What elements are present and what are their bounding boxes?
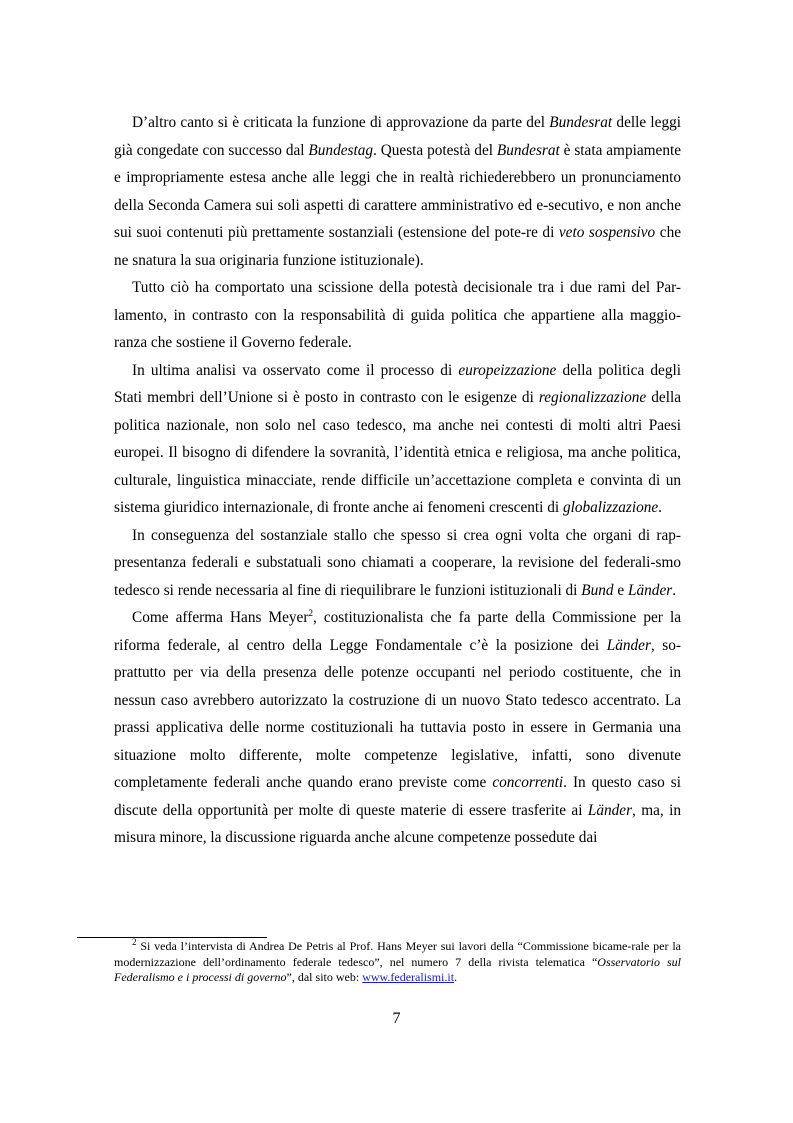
text-span: della politica nazionale, non solo nel caso tedesco, ma anche nei contesti di molti altri Paesi europei. Il bisogno di difendere la sovranità, l’identità etnica e religiosa, ma anche politica, culturale, linguistica minacciate, rende difficile un’accettazione completa e convinta di un sistema giuridico internazionale, di fronte anche ai fenomeni crescenti di (114, 389, 681, 516)
paragraph-2 (114, 274, 681, 357)
text-span: Come afferma Hans Meyer (132, 609, 309, 626)
paragraph-1 (114, 109, 681, 274)
page-number: 7 (392, 1010, 401, 1027)
text-span: ”, dal sito web: (286, 970, 363, 985)
text-span: Si veda l’intervista di Andrea De Petris al Prof. Hans Meyer sui lavori della “Commissione bicame-rale per la modernizzazione dell’ordinamento federale tedesco”, nel numero 7 della rivista telematica “ (114, 939, 681, 969)
italic-term: europeizzazione (458, 361, 557, 379)
text-span: D’altro canto si è criticata la funzione di approvazione da parte del (132, 114, 550, 131)
italic-term: Osservatorio sul Federalismo e i processi di governo (114, 954, 681, 985)
text-span: . In questo caso si discute della opportunità per molte di queste materie di essere trasferite ai (114, 774, 681, 819)
footnote-number: 2 (132, 937, 137, 947)
text-span: Tutto ciò ha comportato una scissione della potestà decisionale tra i due rami del Par-lamento, in contrasto con la responsabilità di guida politica che appartiene alla maggio-ranza che sostiene il Governo federale. (114, 279, 681, 351)
italic-term: veto sospensivo (558, 224, 656, 241)
footnote (114, 939, 681, 986)
paragraph-5 (114, 604, 681, 852)
text-span: . (454, 970, 458, 985)
text-span: , costituzionalista che fa parte della Commissione per la riforma federale, al centro della Legge Fondamentale c’è la posizione dei (114, 609, 681, 654)
text-span: delle leggi già congedate con successo dal (114, 114, 681, 159)
text-span: è stata ampiamente e impropriamente estesa anche alle leggi che in realtà richiederebbero un pronunciamento della Seconda Camera sui soli aspetti di carattere amministrativo ed e-secutivo, e non anche sui suoi contenuti più prettamente sostanziali (estensione del pote-re di (114, 141, 682, 241)
italic-term: Bundesrat (496, 141, 560, 159)
italic-term: Länder (587, 801, 633, 819)
text-span: e (613, 581, 628, 599)
italic-term: Bundestag (308, 141, 374, 159)
text-span: In conseguenza del sostanziale stallo che spesso si crea ogni volta che organi di rap-presentanza federali e substatuali sono chiamati a cooperare, la revisione del federali-smo tedesco si rende necessaria al fine di riequilibrare le funzioni istituzionali di (114, 526, 681, 599)
paragraph-3 (114, 357, 681, 522)
text-span: , ma, in misura minore, la discussione riguarda anche alcune competenze possedute dai (114, 801, 681, 846)
italic-term: concorrenti (492, 774, 564, 791)
italic-term: globalizzazione (562, 499, 659, 516)
italic-term: Bund (581, 581, 614, 599)
text-span: che ne snatura la sua originaria funzione istituzionale). (114, 224, 682, 269)
paragraph-4 (114, 522, 681, 605)
text-span: , so-prattutto per via della presenza delle potenze occupanti nel periodo costituente, che in nessun caso avrebbero autorizzato la costruzione di un nuovo Stato tedesco accentrato. La prassi applicativa delle norme costituzionali ha tuttavia posto in essere in Germania una situazione molto differente, molte competenze legislative, infatti, sono divenute completamente federali anche quando erano previste come (114, 636, 681, 791)
italic-term: Länder (628, 581, 673, 599)
text-span: della politica degli Stati membri dell’Unione si è posto in contrasto con le esigenze di (114, 361, 681, 406)
text-span: . Questa potestà del (373, 141, 497, 159)
text-span: In ultima analisi va osservato come il processo di (132, 361, 459, 379)
footnote-divider (77, 937, 267, 938)
text-span: . (672, 581, 677, 599)
italic-term: regionalizzazione (538, 389, 647, 406)
italic-term: Länder (606, 636, 651, 654)
italic-term: Bundesrat (549, 114, 613, 131)
text-span: . (658, 499, 662, 516)
body-text (114, 109, 681, 852)
footnote-reference[interactable]: 2 (308, 607, 313, 618)
website-link[interactable]: www.federalismi.it (362, 970, 455, 985)
